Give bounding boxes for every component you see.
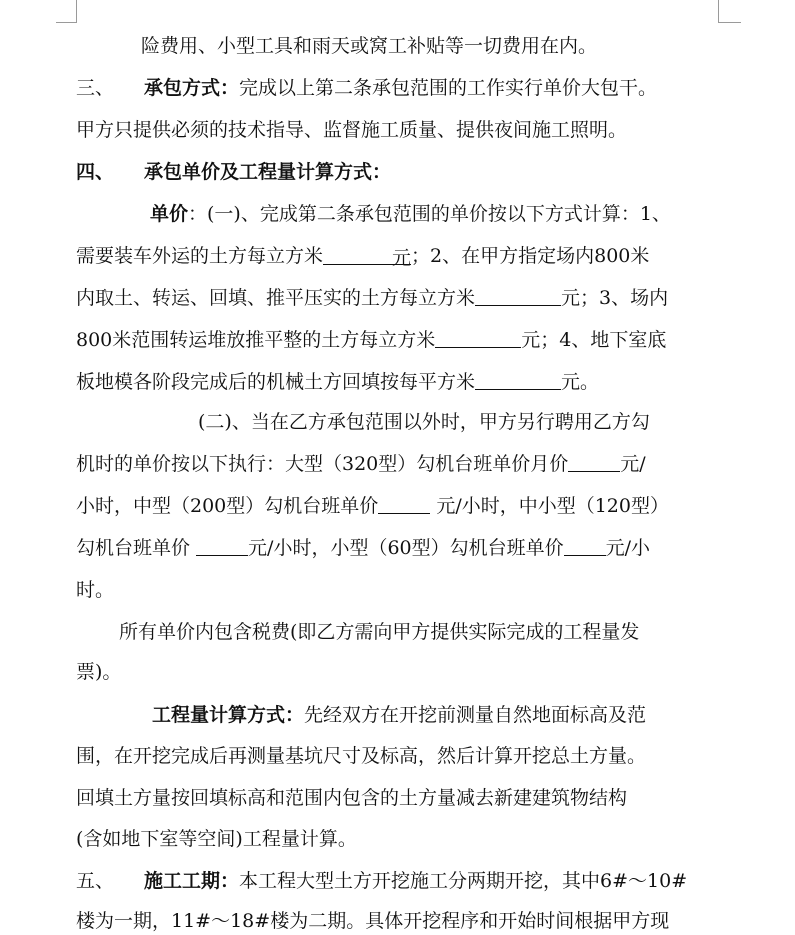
section-number: 四、 bbox=[76, 161, 115, 183]
paragraph-line bbox=[76, 286, 726, 310]
paragraph-line bbox=[76, 786, 726, 810]
section-heading-5 bbox=[76, 869, 726, 893]
margin-corner-mark-left bbox=[56, 0, 77, 23]
line-text: 本工程大型土方开挖施工分两期开挖，其中6#～10# bbox=[239, 870, 688, 892]
paragraph-line bbox=[76, 452, 726, 476]
line-text: 内取土、转运、回填、推平压实的土方每立方米 bbox=[76, 287, 476, 309]
line-text: 完成以上第二条承包范围的工作实行单价大包干。 bbox=[239, 77, 658, 99]
paragraph-line bbox=[198, 410, 795, 434]
line-text: 需要装车外运的土方每立方米 bbox=[76, 245, 324, 267]
line-text: ：(一)、完成第二条承包范围的单价按以下方式计算：1、 bbox=[188, 203, 671, 225]
paragraph-line bbox=[119, 620, 769, 644]
paragraph-line bbox=[76, 660, 726, 684]
paragraph-line bbox=[76, 244, 726, 268]
line-text: 险费用、小型工具和雨天或窝工补贴等一切费用在内。 bbox=[141, 35, 598, 57]
paragraph-line bbox=[152, 703, 795, 727]
line-text: 所有单价内包含税费(即乙方需向甲方提供实际完成的工程量发 bbox=[119, 621, 640, 643]
line-text: 甲方只提供必须的技术指导、监督施工质量、提供夜间施工照明。 bbox=[76, 119, 628, 141]
paragraph-line bbox=[76, 328, 726, 352]
fill-in-blank bbox=[475, 287, 561, 306]
section-heading-4 bbox=[76, 160, 726, 184]
line-text: 票)。 bbox=[76, 661, 122, 683]
line-text: (二)、当在乙方承包范围以外时，甲方另行聘用乙方勾 bbox=[198, 411, 650, 433]
paragraph-line bbox=[76, 744, 726, 768]
fill-in-blank bbox=[378, 495, 430, 514]
fill-in-blank bbox=[323, 246, 412, 269]
paragraph-line bbox=[150, 202, 795, 226]
paragraph-line bbox=[76, 827, 726, 851]
fill-in-blank bbox=[564, 537, 606, 556]
line-text: 元/小时，中小型（120型） bbox=[430, 495, 669, 517]
fill-in-blank bbox=[435, 329, 521, 348]
line-text: 机时的单价按以下执行：大型（320型）勾机台班单价月价 bbox=[76, 453, 569, 475]
line-text: 小时，中型（200型）勾机台班单价 bbox=[76, 495, 379, 517]
line-text: 元；3、场内 bbox=[561, 287, 669, 309]
line-text: 元。 bbox=[561, 371, 600, 393]
section-label: 承包单价及工程量计算方式： bbox=[144, 161, 392, 183]
section-number: 三、 bbox=[76, 77, 115, 99]
line-text: 800米范围转运堆放推平整的土方每立方米 bbox=[76, 329, 436, 351]
paragraph-line bbox=[76, 578, 726, 602]
line-text: ；2、在甲方指定场内800米 bbox=[411, 245, 650, 267]
section-label: 承包方式： bbox=[144, 77, 240, 99]
fill-in-blank bbox=[475, 371, 561, 390]
section-label: 施工工期： bbox=[144, 870, 240, 892]
inline-label: 单价 bbox=[150, 203, 189, 225]
line-text: 楼为一期，11#～18#楼为二期。具体开挖程序和开始时间根据甲方现 bbox=[76, 910, 670, 932]
line-text: 板地模各阶段完成后的机械土方回填按每平方米 bbox=[76, 371, 476, 393]
margin-corner-mark-right bbox=[718, 0, 741, 23]
line-text: 时。 bbox=[76, 579, 115, 601]
paragraph-line bbox=[76, 909, 726, 933]
paragraph-line bbox=[141, 34, 791, 58]
paragraph-line bbox=[76, 118, 726, 142]
section-heading-3 bbox=[76, 76, 726, 100]
line-text: 回填土方量按回填标高和范围内包含的土方量减去新建建筑物结构 bbox=[76, 787, 628, 809]
paragraph-line bbox=[76, 370, 726, 394]
line-text: 勾机台班单价 bbox=[76, 537, 197, 559]
line-text: (含如地下室等空间)工程量计算。 bbox=[76, 828, 357, 850]
section-number: 五、 bbox=[76, 870, 115, 892]
blank-unit: 元 bbox=[392, 247, 412, 269]
line-text: 元/小 bbox=[605, 537, 651, 559]
line-text: 元/小时，小型（60型）勾机台班单价 bbox=[248, 537, 564, 559]
fill-in-blank bbox=[196, 537, 248, 556]
line-text: 先经双方在开挖前测量自然地面标高及范 bbox=[304, 704, 647, 726]
line-text: 元/ bbox=[620, 453, 646, 475]
paragraph-line bbox=[76, 494, 726, 518]
paragraph-line bbox=[76, 536, 726, 560]
inline-label: 工程量计算方式： bbox=[152, 704, 305, 726]
fill-in-blank bbox=[568, 453, 620, 472]
line-text: 围，在开挖完成后再测量基坑尺寸及标高，然后计算开挖总土方量。 bbox=[76, 745, 647, 767]
line-text: 元；4、地下室底 bbox=[521, 329, 667, 351]
